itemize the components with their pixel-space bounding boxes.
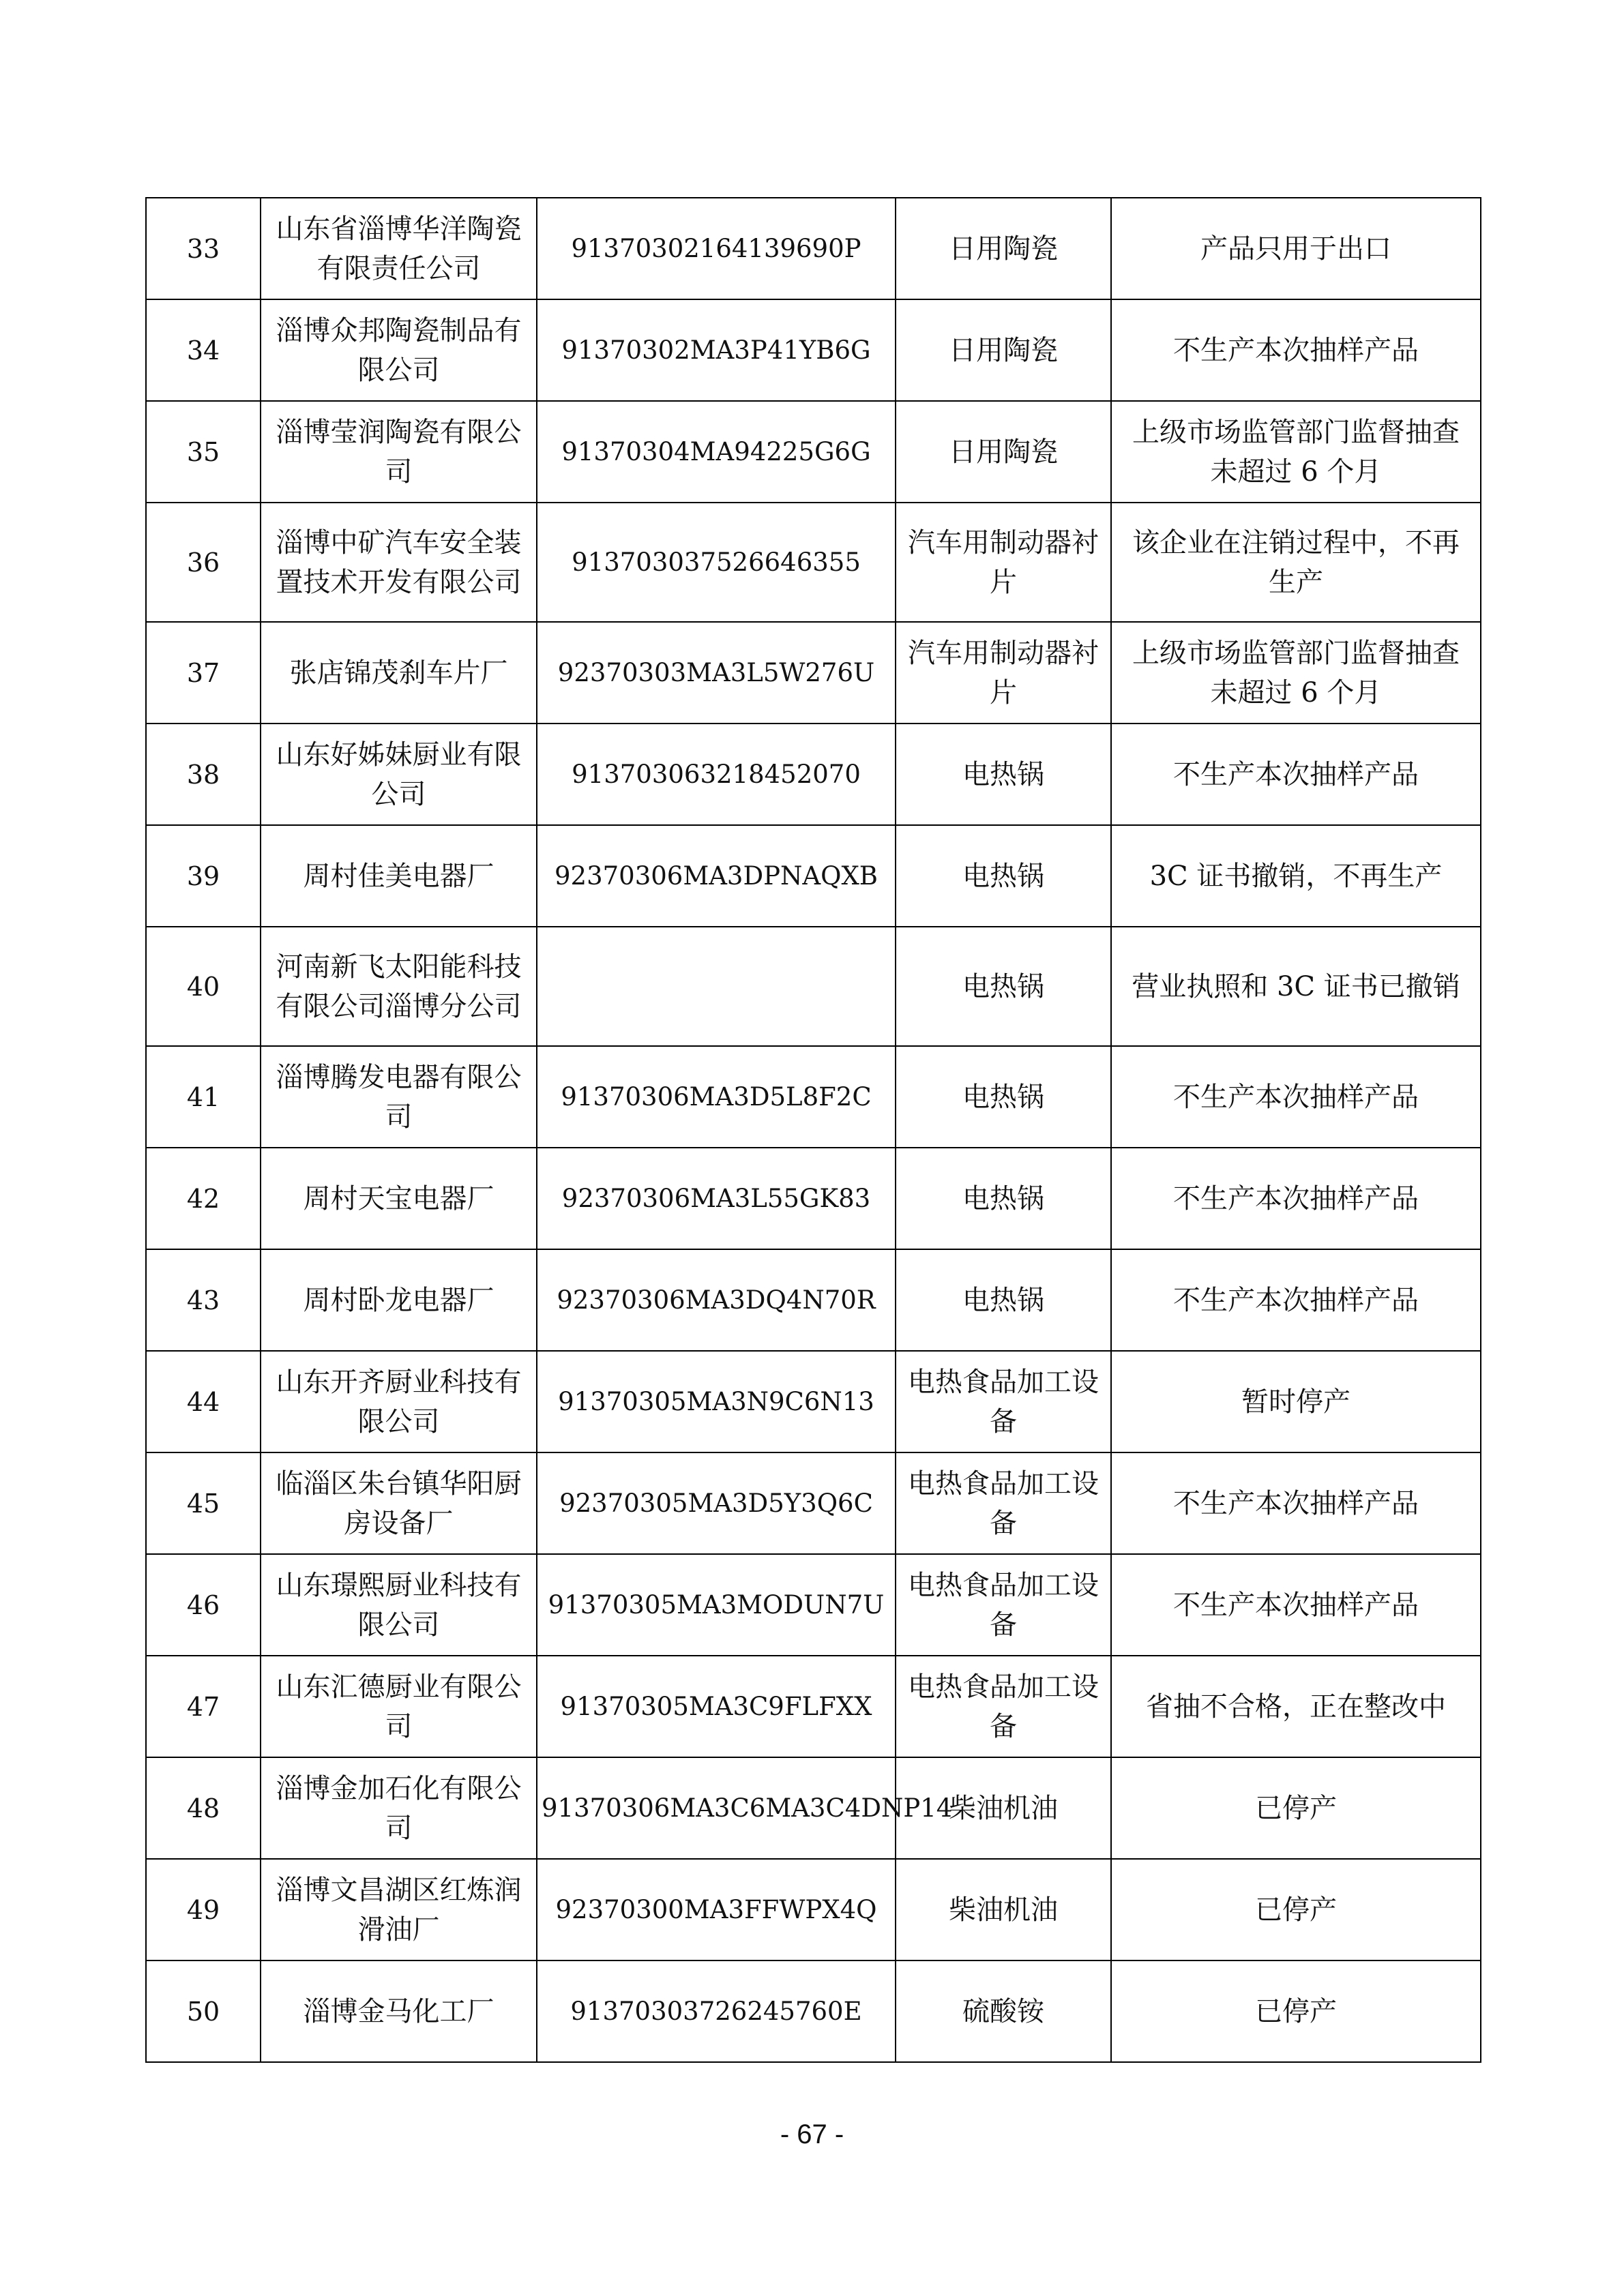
product-name: 日用陶瓷 <box>896 299 1111 401</box>
company-name: 周村卧龙电器厂 <box>261 1249 537 1351</box>
credit-code: 913703063218452070 <box>537 724 896 825</box>
company-name: 河南新飞太阳能科技有限公司淄博分公司 <box>261 927 537 1046</box>
table-row <box>146 724 1481 825</box>
product-name: 汽车用制动器衬片 <box>896 503 1111 622</box>
reason: 不生产本次抽样产品 <box>1111 299 1481 401</box>
reason: 上级市场监管部门监督抽查未超过 6 个月 <box>1111 401 1481 503</box>
product-name: 日用陶瓷 <box>896 198 1111 299</box>
row-number: 40 <box>146 927 261 1046</box>
row-number: 45 <box>146 1452 261 1554</box>
row-number: 36 <box>146 503 261 622</box>
credit-code: 91370303726245760E <box>537 1960 896 2062</box>
reason: 不生产本次抽样产品 <box>1111 1554 1481 1656</box>
product-name: 电热锅 <box>896 927 1111 1046</box>
reason: 营业执照和 3C 证书已撤销 <box>1111 927 1481 1046</box>
reason: 上级市场监管部门监督抽查未超过 6 个月 <box>1111 622 1481 724</box>
company-name: 山东汇德厨业有限公司 <box>261 1656 537 1757</box>
table-row <box>146 622 1481 724</box>
product-name: 柴油机油 <box>896 1757 1111 1859</box>
table-row <box>146 1859 1481 1960</box>
table-row <box>146 1554 1481 1656</box>
table-row <box>146 927 1481 1046</box>
reason: 3C 证书撤销，不再生产 <box>1111 825 1481 927</box>
company-name: 山东璟熙厨业科技有限公司 <box>261 1554 537 1656</box>
table-row <box>146 1351 1481 1452</box>
company-name: 张店锦茂刹车片厂 <box>261 622 537 724</box>
product-name: 电热锅 <box>896 1046 1111 1148</box>
credit-code: 91370306MA3C6MA3C4DNP14 <box>537 1757 896 1859</box>
credit-code: 91370304MA94225G6G <box>537 401 896 503</box>
company-name: 淄博腾发电器有限公司 <box>261 1046 537 1148</box>
company-name: 淄博金加石化有限公司 <box>261 1757 537 1859</box>
row-number: 35 <box>146 401 261 503</box>
table-row <box>146 1249 1481 1351</box>
credit-code: 92370300MA3FFWPX4Q <box>537 1859 896 1960</box>
product-name: 电热锅 <box>896 1249 1111 1351</box>
row-number: 49 <box>146 1859 261 1960</box>
product-name: 柴油机油 <box>896 1859 1111 1960</box>
credit-code: 92370306MA3DPNAQXB <box>537 825 896 927</box>
product-name: 电热锅 <box>896 825 1111 927</box>
table-body <box>146 198 1481 2062</box>
table-row <box>146 1960 1481 2062</box>
row-number: 39 <box>146 825 261 927</box>
row-number: 33 <box>146 198 261 299</box>
company-name: 淄博众邦陶瓷制品有限公司 <box>261 299 537 401</box>
row-number: 47 <box>146 1656 261 1757</box>
product-name: 硫酸铵 <box>896 1960 1111 2062</box>
credit-code: 92370305MA3D5Y3Q6C <box>537 1452 896 1554</box>
reason: 不生产本次抽样产品 <box>1111 1452 1481 1554</box>
credit-code: 91370305MA3N9C6N13 <box>537 1351 896 1452</box>
row-number: 50 <box>146 1960 261 2062</box>
company-name: 淄博金马化工厂 <box>261 1960 537 2062</box>
credit-code: 92370306MA3DQ4N70R <box>537 1249 896 1351</box>
row-number: 48 <box>146 1757 261 1859</box>
table-row <box>146 503 1481 622</box>
reason: 省抽不合格，正在整改中 <box>1111 1656 1481 1757</box>
company-name: 周村天宝电器厂 <box>261 1148 537 1249</box>
product-name: 汽车用制动器衬片 <box>896 622 1111 724</box>
credit-code: 913703037526646355 <box>537 503 896 622</box>
product-name: 电热食品加工设备 <box>896 1656 1111 1757</box>
row-number: 43 <box>146 1249 261 1351</box>
credit-code <box>537 927 896 1046</box>
row-number: 38 <box>146 724 261 825</box>
row-number: 44 <box>146 1351 261 1452</box>
page-number: - 67 - <box>780 2119 844 2149</box>
table-row <box>146 1757 1481 1859</box>
row-number: 42 <box>146 1148 261 1249</box>
product-name: 电热食品加工设备 <box>896 1351 1111 1452</box>
reason: 产品只用于出口 <box>1111 198 1481 299</box>
reason: 不生产本次抽样产品 <box>1111 1148 1481 1249</box>
enterprise-table <box>145 197 1481 2063</box>
reason: 不生产本次抽样产品 <box>1111 1046 1481 1148</box>
company-name: 临淄区朱台镇华阳厨房设备厂 <box>261 1452 537 1554</box>
table-row <box>146 1148 1481 1249</box>
company-name: 周村佳美电器厂 <box>261 825 537 927</box>
table-row <box>146 825 1481 927</box>
table-row <box>146 1452 1481 1554</box>
row-number: 41 <box>146 1046 261 1148</box>
table-row <box>146 299 1481 401</box>
row-number: 34 <box>146 299 261 401</box>
credit-code: 91370305MA3MODUN7U <box>537 1554 896 1656</box>
company-name: 山东开齐厨业科技有限公司 <box>261 1351 537 1452</box>
table-row <box>146 1656 1481 1757</box>
product-name: 电热锅 <box>896 724 1111 825</box>
credit-code: 91370302164139690P <box>537 198 896 299</box>
reason: 已停产 <box>1111 1859 1481 1960</box>
credit-code: 91370306MA3D5L8F2C <box>537 1046 896 1148</box>
company-name: 山东好姊妹厨业有限公司 <box>261 724 537 825</box>
reason: 已停产 <box>1111 1960 1481 2062</box>
company-name: 淄博文昌湖区红炼润滑油厂 <box>261 1859 537 1960</box>
table-row <box>146 401 1481 503</box>
row-number: 46 <box>146 1554 261 1656</box>
credit-code: 91370305MA3C9FLFXX <box>537 1656 896 1757</box>
reason: 暂时停产 <box>1111 1351 1481 1452</box>
reason: 该企业在注销过程中，不再生产 <box>1111 503 1481 622</box>
product-name: 日用陶瓷 <box>896 401 1111 503</box>
company-name: 山东省淄博华洋陶瓷有限责任公司 <box>261 198 537 299</box>
reason: 不生产本次抽样产品 <box>1111 1249 1481 1351</box>
product-name: 电热锅 <box>896 1148 1111 1249</box>
credit-code: 92370303MA3L5W276U <box>537 622 896 724</box>
credit-code: 92370306MA3L55GK83 <box>537 1148 896 1249</box>
table-row <box>146 198 1481 299</box>
reason: 不生产本次抽样产品 <box>1111 724 1481 825</box>
company-name: 淄博莹润陶瓷有限公司 <box>261 401 537 503</box>
product-name: 电热食品加工设备 <box>896 1452 1111 1554</box>
row-number: 37 <box>146 622 261 724</box>
product-name: 电热食品加工设备 <box>896 1554 1111 1656</box>
table-row <box>146 1046 1481 1148</box>
credit-code: 91370302MA3P41YB6G <box>537 299 896 401</box>
company-name: 淄博中矿汽车安全装置技术开发有限公司 <box>261 503 537 622</box>
reason: 已停产 <box>1111 1757 1481 1859</box>
